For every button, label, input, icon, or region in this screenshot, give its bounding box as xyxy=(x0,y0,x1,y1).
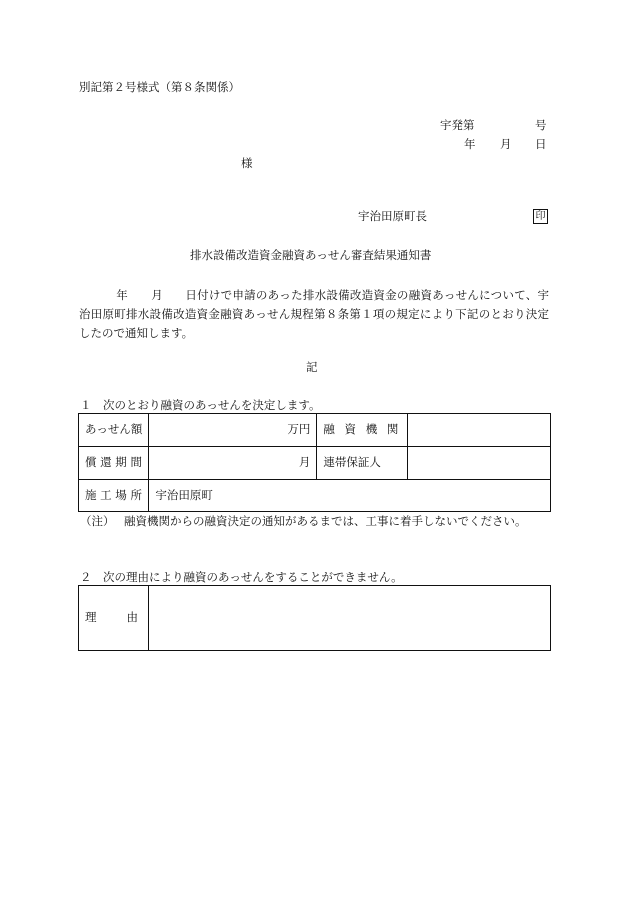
repayment-period-label: 償 還 期 間 xyxy=(79,447,149,480)
ki-label: 記 xyxy=(306,360,318,374)
table-row xyxy=(79,480,551,512)
reason-label xyxy=(79,586,149,651)
table-row xyxy=(79,414,551,447)
guarantor-label: 連帯保証人 xyxy=(317,447,408,480)
loan-amount-label: あっせん額 xyxy=(79,414,149,447)
seal-stamp: 印 xyxy=(533,209,548,224)
date-month: 月 xyxy=(500,137,512,151)
addressee-suffix: 様 xyxy=(241,156,253,170)
construction-site-value: 宇治田原町 xyxy=(149,480,551,512)
lender-value xyxy=(408,414,551,447)
body-text: 日付けで申請のあった排水設備改造資金の融資あっせんについて、宇治田原町排水設備改造資金融資あっせん規程第８条第１項の規定により下記のとおり決定したので通知します。 xyxy=(79,288,550,340)
construction-site-label: 施 工 場 所 xyxy=(79,480,149,512)
rejection-table xyxy=(78,585,551,651)
doc-number-prefix: 宇発第 xyxy=(440,118,475,132)
table-row xyxy=(79,586,551,651)
table-row xyxy=(79,447,551,480)
body-year: 年 xyxy=(116,288,129,302)
section2-heading: ２ 次の理由により融資のあっせんをすることができません。 xyxy=(80,570,403,584)
date-year: 年 xyxy=(464,137,476,151)
document-title: 排水設備改造資金融資あっせん審査結果通知書 xyxy=(190,248,432,262)
doc-number-suffix: 号 xyxy=(535,118,547,132)
body-month: 月 xyxy=(151,288,164,302)
date-day: 日 xyxy=(535,137,547,151)
note-text: 融資機関からの融資決定の通知があるまでは、工事に着手しないでください。 xyxy=(124,514,527,528)
repayment-period-value: 月 xyxy=(149,447,317,480)
reason-label-right: 由 xyxy=(126,610,138,625)
lender-label: 融 資 機 関 xyxy=(317,414,408,447)
loan-amount-value: 万円 xyxy=(149,414,317,447)
reason-value xyxy=(149,586,551,651)
approval-table xyxy=(78,413,551,512)
reason-label-left: 理 xyxy=(85,610,97,625)
note-prefix: （注） xyxy=(80,514,115,528)
form-number: 別記第２号様式（第８条関係） xyxy=(79,80,240,94)
body-paragraph xyxy=(79,286,549,343)
guarantor-value xyxy=(408,447,551,480)
section1-heading: １ 次のとおり融資のあっせんを決定します。 xyxy=(80,398,321,412)
issuer-name: 宇治田原町長 xyxy=(358,209,427,223)
